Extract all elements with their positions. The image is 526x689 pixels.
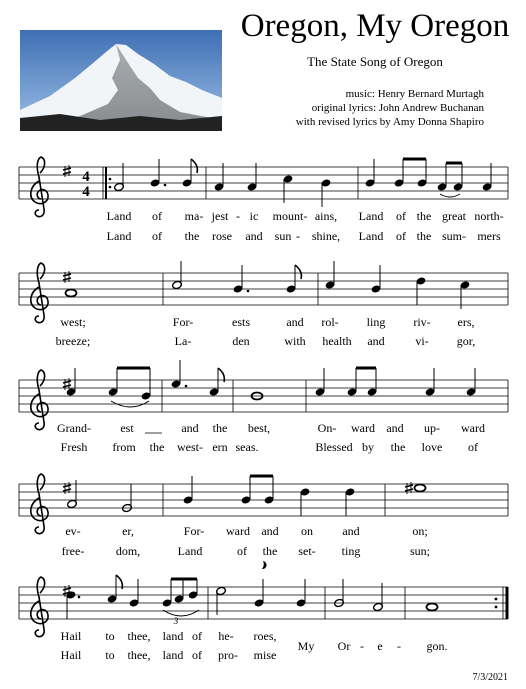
svg-text:of: of (468, 440, 478, 454)
lyrics-system-5 (61, 629, 448, 662)
svg-text:health: health (322, 334, 352, 348)
svg-text:ic: ic (249, 209, 259, 223)
svg-text:ests: ests (232, 315, 250, 329)
svg-text:free-: free- (61, 544, 85, 558)
svg-text:For-: For- (183, 524, 205, 538)
svg-text:of: of (192, 648, 202, 662)
svg-text:ev-: ev- (65, 524, 81, 538)
svg-text:ma-: ma- (184, 209, 204, 223)
svg-text:e: e (377, 639, 383, 653)
svg-text:Hail: Hail (60, 629, 82, 643)
svg-text:and: and (367, 334, 385, 348)
svg-text:Fresh: Fresh (60, 440, 88, 454)
svg-text:est: est (120, 421, 134, 435)
svg-text:north-: north- (474, 209, 504, 223)
svg-text:ers,: ers, (457, 315, 475, 329)
svg-text:great: great (442, 209, 466, 223)
treble-clef-icon (31, 370, 48, 430)
svg-text:seas.: seas. (235, 440, 259, 454)
svg-text:the: the (416, 229, 432, 243)
svg-text:and: and (245, 229, 263, 243)
svg-text:den: den (232, 334, 250, 348)
credit-music: music: Henry Bernard Murtagh (345, 88, 484, 100)
svg-text:sun;: sun; (409, 544, 431, 558)
svg-text:set-: set- (298, 544, 316, 558)
svg-text:to: to (105, 648, 115, 662)
svg-text:dom,: dom, (115, 544, 141, 558)
svg-text:the: the (184, 229, 200, 243)
svg-text:Land: Land (177, 544, 203, 558)
svg-text:ling: ling (366, 315, 386, 329)
staff-system-2 (19, 261, 508, 348)
svg-text:My: My (297, 639, 315, 653)
svg-text:west-: west- (177, 440, 203, 454)
svg-text:to: to (105, 629, 115, 643)
svg-text:rol-: rol- (321, 315, 339, 329)
svg-text:west;: west; (60, 315, 86, 329)
svg-text:with: with (284, 334, 306, 348)
svg-text:on: on (301, 524, 313, 538)
svg-text:ting: ting (341, 544, 361, 558)
svg-text:On-: On- (317, 421, 337, 435)
staff-system-5 (19, 561, 508, 662)
svg-text:roes,: roes, (253, 629, 277, 643)
svg-text:gor,: gor, (456, 334, 476, 348)
treble-clef-icon (31, 157, 48, 217)
svg-text:For-: For- (172, 315, 194, 329)
svg-text:and: and (286, 315, 304, 329)
staff-system-4 (19, 474, 508, 558)
time-signature-top: 4 (82, 169, 90, 185)
svg-text:breeze;: breeze; (55, 334, 91, 348)
song-title: Oregon, My Oregon (240, 8, 510, 44)
svg-text:and: and (386, 421, 404, 435)
svg-text:land: land (162, 629, 184, 643)
svg-text:mise: mise (253, 648, 277, 662)
svg-text:vi-: vi- (415, 334, 429, 348)
svg-text:pro-: pro- (218, 648, 238, 662)
print-date: 7/3/2021 (472, 672, 508, 683)
svg-text:Land: Land (358, 229, 384, 243)
notes-system-2 (66, 261, 471, 309)
svg-text:the: the (149, 440, 165, 454)
svg-text:the: the (416, 209, 432, 223)
credit-original-lyrics: original lyrics: John Andrew Buchanan (311, 102, 484, 114)
svg-text:-: - (236, 209, 240, 223)
svg-text:ward: ward (351, 421, 375, 435)
treble-clef-icon (31, 474, 48, 534)
lyrics-system-4 (62, 524, 430, 558)
svg-text:of: of (152, 209, 162, 223)
svg-text:land: land (162, 648, 184, 662)
svg-text:and: and (342, 524, 360, 538)
svg-text:-: - (360, 639, 364, 653)
svg-text:ward: ward (226, 524, 250, 538)
svg-text:riv-: riv- (413, 315, 431, 329)
svg-text:thee,: thee, (127, 629, 151, 643)
svg-text:of: of (237, 544, 247, 558)
triplet-mark: 3 (173, 616, 179, 626)
treble-clef-icon (31, 263, 48, 323)
svg-text:Land: Land (358, 209, 384, 223)
staff-system-1 (19, 157, 508, 243)
svg-text:sun: sun (274, 229, 292, 243)
svg-text:Hail: Hail (60, 648, 82, 662)
svg-text:ward: ward (461, 421, 485, 435)
svg-text:he-: he- (218, 629, 234, 643)
svg-text:ains,: ains, (314, 209, 338, 223)
svg-text:the: the (390, 440, 406, 454)
svg-text:best,: best, (247, 421, 271, 435)
svg-text:shine,: shine, (311, 229, 341, 243)
time-signature-bottom: 4 (82, 184, 90, 200)
breath-mark-icon (262, 561, 267, 569)
svg-text:ern: ern (212, 440, 228, 454)
notes-system-3 (66, 360, 477, 407)
svg-text:er,: er, (122, 524, 134, 538)
credit-revised-lyrics: with revised lyrics by Amy Donna Shapiro (295, 116, 484, 128)
svg-text:by: by (362, 440, 374, 454)
staff-system-3 (19, 360, 508, 454)
svg-text:Grand-: Grand- (57, 421, 91, 435)
svg-text:gon.: gon. (426, 639, 448, 653)
svg-text:of: of (192, 629, 202, 643)
svg-text:jest: jest (211, 209, 229, 223)
svg-text:Land: Land (106, 229, 132, 243)
svg-text:mers: mers (477, 229, 501, 243)
svg-text:the: the (262, 544, 278, 558)
svg-text:-: - (296, 229, 300, 243)
svg-text:of: of (396, 209, 406, 223)
svg-text:and: and (181, 421, 199, 435)
svg-text:up-: up- (424, 421, 440, 435)
lyrics-system-2 (56, 315, 476, 348)
svg-text:of: of (396, 229, 406, 243)
svg-text:and: and (261, 524, 279, 538)
notes-system-5 (66, 561, 438, 626)
svg-text:love: love (421, 440, 443, 454)
svg-text:the: the (212, 421, 228, 435)
svg-text:-: - (397, 639, 401, 653)
song-subtitle: The State Song of Oregon (307, 54, 443, 69)
svg-text:rose: rose (212, 229, 232, 243)
svg-text:Land: Land (106, 209, 132, 223)
svg-text:La-: La- (174, 334, 192, 348)
lyrics-system-3 (57, 421, 485, 454)
notes-system-4 (67, 476, 426, 516)
svg-text:on;: on; (412, 524, 428, 538)
svg-text:thee,: thee, (127, 648, 151, 662)
treble-clef-icon (31, 577, 48, 637)
svg-text:from: from (112, 440, 136, 454)
svg-text:sum-: sum- (442, 229, 466, 243)
lyrics-system-1 (107, 209, 504, 243)
svg-text:Or: Or (337, 639, 351, 653)
svg-text:mount-: mount- (272, 209, 308, 223)
svg-text:Blessed: Blessed (315, 440, 353, 454)
svg-text:of: of (152, 229, 162, 243)
